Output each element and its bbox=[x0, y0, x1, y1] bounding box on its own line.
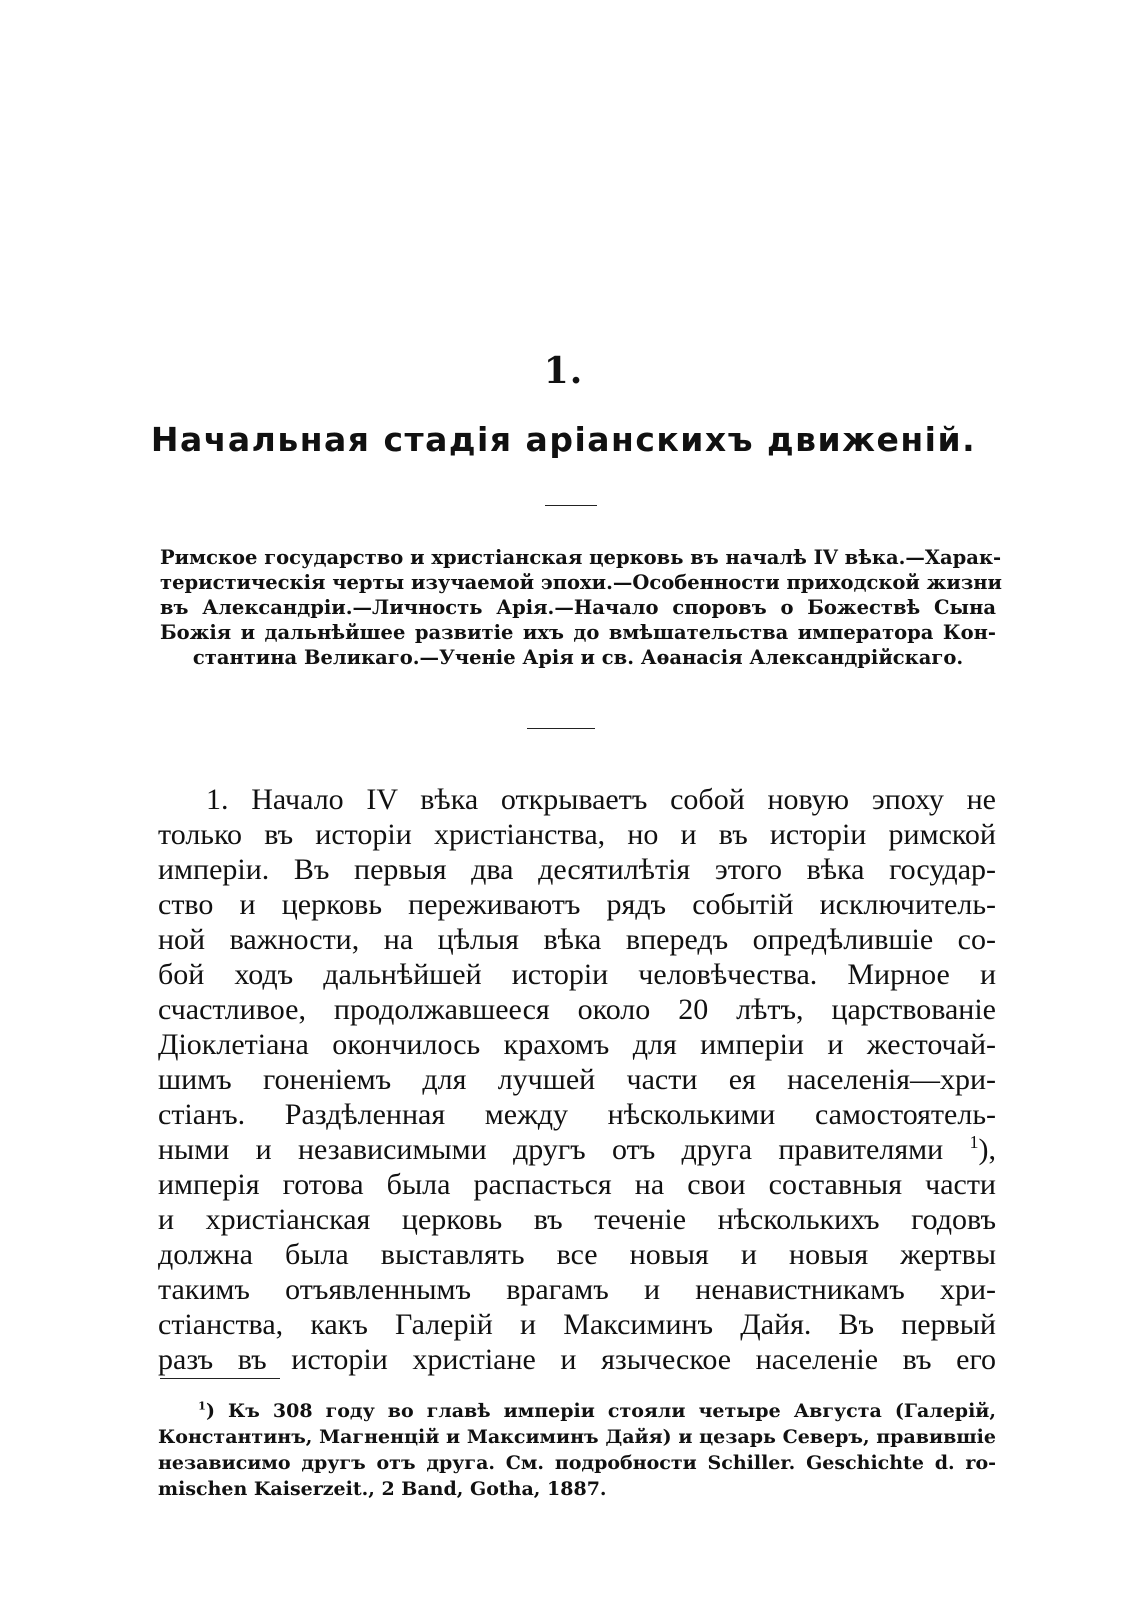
body-line: бой ходъ дальнѣйшей исторіи человѣчества. Мирное и bbox=[158, 958, 996, 991]
footnote-reference: 1 bbox=[969, 1132, 979, 1152]
body-line: Діоклетіана окончилось крахомъ для имперіи и жесточай- bbox=[158, 1028, 996, 1061]
body-line: ной важности, на цѣлыя вѣка впередъ опредѣлившіе со- bbox=[158, 923, 996, 956]
body-line: разъ въ исторіи христіане и языческое населеніе въ его bbox=[158, 1343, 996, 1376]
footnote-line bbox=[158, 1398, 996, 1424]
body-line: должна была выставлять все новыя и новыя жертвы bbox=[158, 1238, 996, 1271]
summary-line: въ Александріи.—Личность Арія.—Начало споровъ о Божествѣ Сына bbox=[160, 596, 996, 619]
body-line: стіанства, какъ Галерій и Максиминъ Дайя. Въ первый bbox=[158, 1308, 996, 1341]
footnote-divider bbox=[160, 1378, 280, 1379]
body-line: ство и церковь переживаютъ рядъ событій исключитель- bbox=[158, 888, 996, 921]
body-line: имперіи. Въ первыя два десятилѣтія этого вѣка государ- bbox=[158, 853, 996, 886]
body-line: стіанъ. Раздѣленная между нѣсколькими самостоятель- bbox=[158, 1098, 996, 1131]
footnote-line: независимо другъ отъ друга. См. подробности Schiller. Geschichte d. ro- bbox=[158, 1452, 996, 1474]
body-line: счастливое, продолжавшееся около 20 лѣтъ, царствованіе bbox=[158, 993, 996, 1026]
summary-line: Божія и дальнѣйшее развитіе ихъ до вмѣшательства императора Кон- bbox=[160, 621, 996, 644]
summary-line: Римское государство и христіанская церковь въ началѣ IV вѣка.—Харак- bbox=[160, 546, 1002, 569]
body-line-text: ными и независимыми другъ отъ друга правителями bbox=[158, 1133, 944, 1166]
chapter-summary bbox=[160, 545, 1002, 670]
body-line: имперія готова была распасться на свои составныя части bbox=[158, 1168, 996, 1201]
body-paragraph bbox=[158, 782, 996, 1377]
summary-line: стантина Великаго.—Ученіе Арія и св. Аѳанасія Александрійскаго. bbox=[192, 646, 964, 669]
body-line: шимъ гоненіемъ для лучшей части ея населенія—хри- bbox=[158, 1063, 996, 1096]
body-line: только въ исторіи христіанства, но и въ исторіи римской bbox=[158, 818, 996, 851]
body-line-tail: ), bbox=[978, 1133, 996, 1166]
summary-line: теристическія черты изучаемой эпохи.—Особенности приходской жизни bbox=[160, 571, 1002, 594]
footnote-marker: 1 bbox=[198, 1398, 206, 1413]
chapter-number: 1. bbox=[543, 350, 584, 392]
footnote-line: mischen Kaiserzeit., 2 Band, Gotha, 1887. bbox=[158, 1478, 607, 1500]
body-line bbox=[158, 1132, 996, 1167]
footnote-line: Константинъ, Магненцій и Максиминъ Дайя) и цезарь Северъ, правившіе bbox=[158, 1426, 996, 1448]
footnote bbox=[158, 1398, 996, 1502]
title-divider bbox=[545, 505, 597, 506]
body-line: 1. Начало IV вѣка открываетъ собой новую эпоху не bbox=[206, 783, 996, 816]
chapter-title: Начальная стадія аріанскихъ движеній. bbox=[150, 420, 977, 459]
footnote-line-text: ) Къ 308 году во главѣ имперіи стояли четыре Августа (Галерій, bbox=[205, 1400, 996, 1422]
body-line: такимъ отъявленнымъ врагамъ и ненавистникамъ хри- bbox=[158, 1273, 996, 1306]
summary-divider bbox=[527, 728, 595, 729]
body-line: и христіанская церковь въ теченіе нѣсколькихъ годовъ bbox=[158, 1203, 996, 1236]
